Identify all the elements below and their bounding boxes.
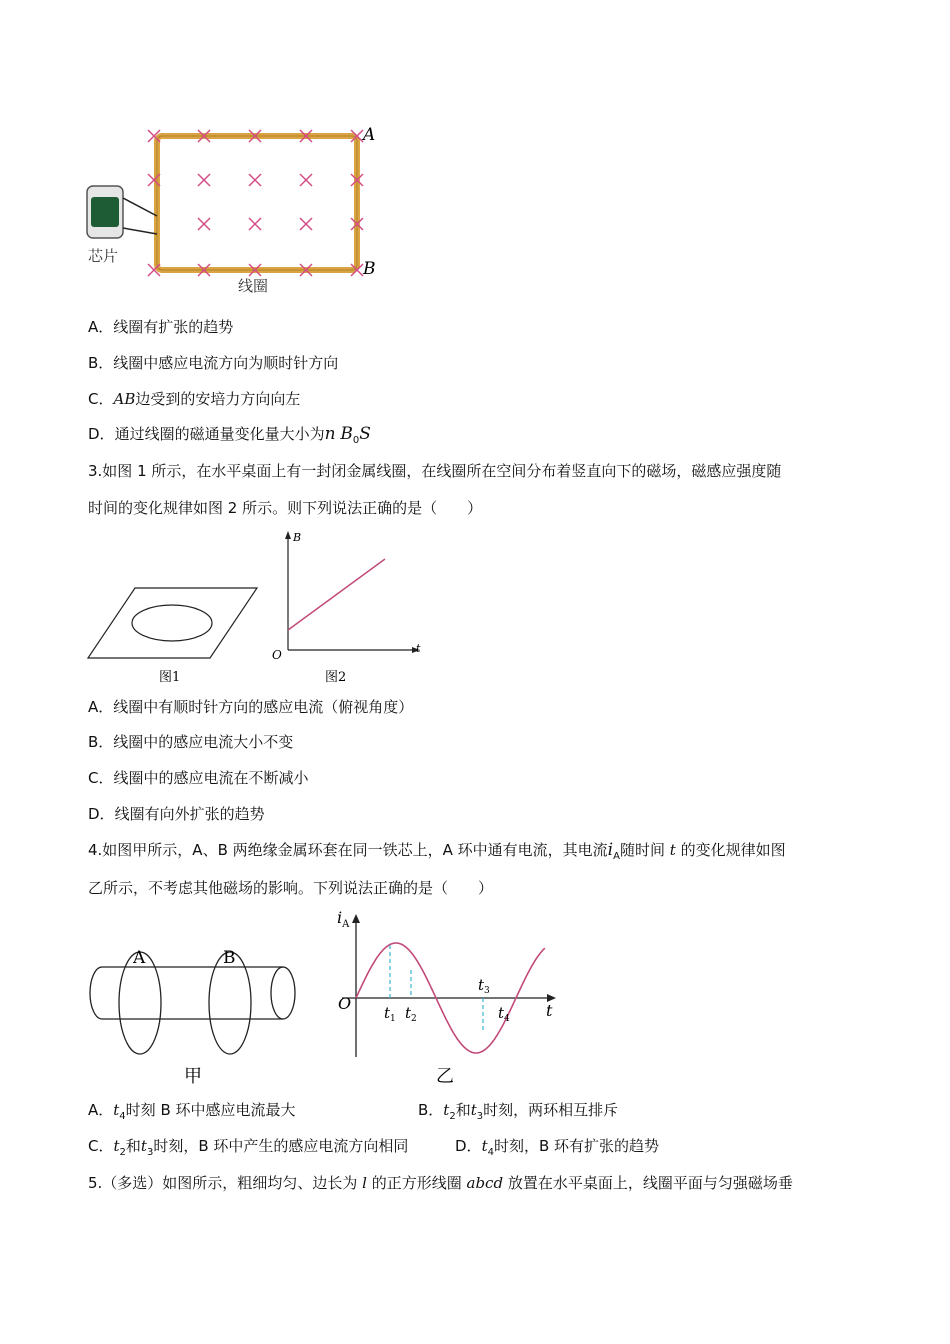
q2-option-b: B．线圈中感应电流方向为顺时针方向 bbox=[88, 354, 339, 372]
q4-option-c: C．$t_2$和$t_3$时刻，B 环中产生的感应电流方向相同 bbox=[88, 1137, 409, 1158]
origin-label: O bbox=[272, 648, 282, 662]
axis-x-label: t bbox=[416, 642, 421, 655]
fig1-caption: 图1 bbox=[159, 670, 181, 685]
caption-yi: 乙 bbox=[436, 1066, 454, 1087]
q2-option-a: A．线圈有扩张的趋势 bbox=[88, 318, 234, 336]
q3-option-b: B．线圈中的感应电流大小不变 bbox=[88, 733, 294, 751]
table-parallelogram bbox=[88, 588, 257, 658]
q3-stem-line1: 3.如图 1 所示，在水平桌面上有一封闭金属线圈，在线圈所在空间分布着竖直向下的磁场，磁感应强度随 bbox=[88, 462, 782, 480]
axis-x-label: t bbox=[546, 1001, 553, 1020]
axis-y-label: B bbox=[293, 531, 302, 544]
q3-stem-line2: 时间的变化规律如图 2 所示。则下列说法正确的是（ ） bbox=[88, 499, 483, 517]
q4-option-d: D．$t_4$时刻，B 环有扩张的趋势 bbox=[455, 1137, 660, 1158]
q3-figures bbox=[80, 525, 440, 690]
q4-stem-line1: 4.如图甲所示，A、B 两绝缘金属环套在同一铁芯上，A 环中通有电流，其电流$i_A$随时间 t 的变化规律如图 bbox=[88, 840, 786, 862]
magnetic-field-crosses bbox=[148, 130, 363, 276]
t3-label: $t_3$ bbox=[478, 976, 490, 996]
axis-y-label: $i_A$ bbox=[337, 908, 350, 930]
chip-core bbox=[91, 197, 119, 227]
time-markers bbox=[390, 945, 483, 1030]
caption-jia: 甲 bbox=[184, 1066, 202, 1087]
iron-core bbox=[90, 967, 295, 1019]
q3-option-a: A．线圈中有顺时针方向的感应电流（俯视角度） bbox=[88, 698, 414, 716]
ring-b-label: B bbox=[223, 948, 236, 968]
closed-coil-ellipse bbox=[132, 605, 212, 641]
origin-label: O bbox=[338, 994, 352, 1013]
q5-stem: 5.（多选）如图所示，粗细均匀、边长为 l 的正方形线圈 abcd 放置在水平桌面上，线圈平面与匀强磁场垂 bbox=[88, 1174, 793, 1192]
coil-rectangle bbox=[157, 136, 357, 270]
q3-option-d: D．线圈有向外扩张的趋势 bbox=[88, 805, 265, 823]
q3-option-c: C．线圈中的感应电流在不断减小 bbox=[88, 769, 309, 787]
coil-chip-figure bbox=[80, 120, 400, 300]
q4-option-a: A．$t_4$时刻 B 环中感应电流最大 bbox=[88, 1101, 296, 1122]
q2-option-d: D．通过线圈的磁通量变化量大小为n $B_0S$ bbox=[88, 424, 371, 446]
t1-label: $t_1$ bbox=[384, 1004, 396, 1024]
chip-label: 芯片 bbox=[88, 247, 119, 265]
q4-option-b: B．$t_2$和$t_3$时刻，两环相互排斥 bbox=[418, 1101, 619, 1122]
q2-option-c: C．AB边受到的安培力方向向左 bbox=[88, 390, 301, 408]
label-a: A bbox=[363, 125, 376, 145]
label-b: B bbox=[363, 259, 376, 279]
q4-figures bbox=[80, 905, 580, 1090]
t2-label: $t_2$ bbox=[405, 1004, 417, 1024]
t4-label: $t_4$ bbox=[498, 1004, 510, 1024]
ring-a-label: A bbox=[133, 948, 146, 968]
coil-label: 线圈 bbox=[238, 277, 269, 295]
b-t-line bbox=[288, 559, 385, 630]
q4-stem-line2: 乙所示，不考虑其他磁场的影响。下列说法正确的是（ ） bbox=[88, 879, 494, 897]
fig2-caption: 图2 bbox=[325, 670, 347, 685]
